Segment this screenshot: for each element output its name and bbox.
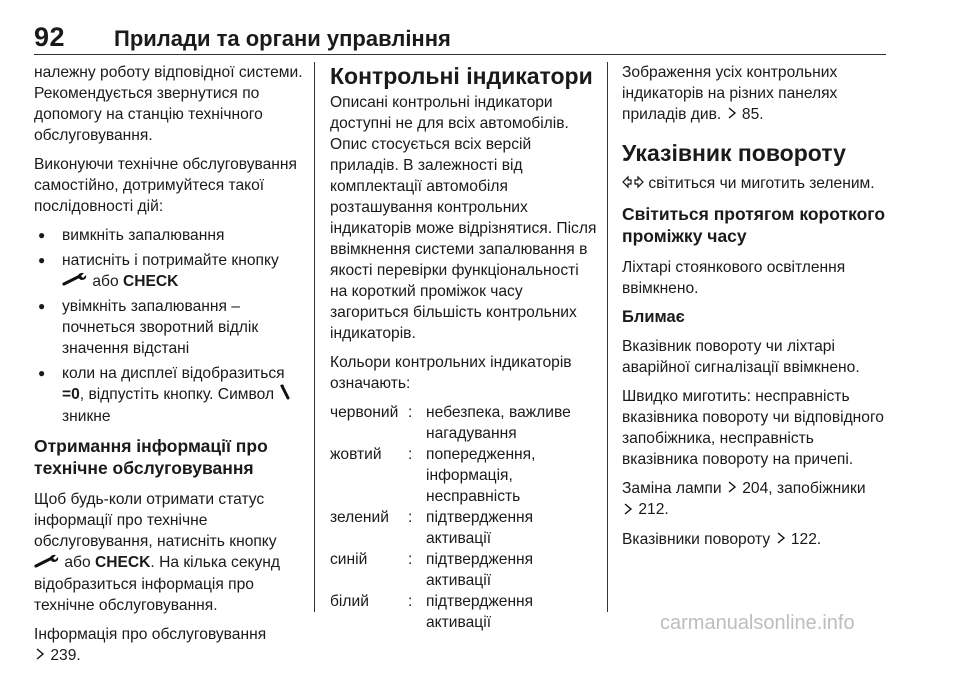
or-text: або [92,273,119,290]
list-item-text: , відпустіть кнопку. Символ [79,386,275,404]
color-description: підтвердження активації [426,551,534,589]
page-reference[interactable]: 212. [638,501,669,519]
wrench-icon [278,384,292,406]
list-item-text: натисніть і потримайте кнопку [62,252,279,269]
page-reference[interactable]: 204, запобіжники [742,479,866,497]
display-value: =0 [62,386,80,404]
separator: : [408,446,413,463]
paragraph: Описані контрольні індикатори доступні не для всіх автомобілів. Опис стосується всіх версій приладів. В залежності від комплектації автомобіля розташування контрольних індикаторів може відрізнятися. Після ввімкнення системи запалювання в якості перевірки функціональності на короткий проміжок часу загориться більшість контрольних індикаторів. [330,94,597,342]
paragraph-text: Заміна лампи [622,479,722,497]
paragraph: Вказівник повороту чи ліхтарі аварійної сигналізації ввімкнено. [622,337,860,376]
color-description: небезпека, важливе нагадування [426,404,571,442]
wrench-icon [34,553,60,574]
paragraph: Виконуючи технічне обслуговування самостійно, дотримуйтеся такої послідовності дій: [34,156,297,215]
color-meaning-table [330,402,600,633]
paragraph: Швидко миготить: несправність вказівника повороту чи відповідного запобіжника, несправність вказівника повороту на причепі. [622,387,884,468]
or-text: або [64,554,91,572]
page-reference[interactable]: 85. [741,106,764,123]
page-ref-arrow-icon [726,478,738,499]
list-item [34,250,304,292]
paragraph [622,529,892,550]
paragraph-text: Інформація про обслуговування [34,625,267,643]
page-header [34,18,886,55]
page-reference[interactable]: 239. [50,646,81,664]
paragraph [622,173,892,194]
section-heading: Контрольні індикатори [330,63,593,89]
page-ref-arrow-icon [622,500,634,521]
page-ref-arrow-icon [775,529,787,550]
page-ref-arrow-icon [726,104,738,125]
page-title: Прилади та органи управління [114,26,451,51]
color-description: попередження, інформація, несправність [426,446,536,505]
list-item [34,296,304,359]
turn-signal-icon [622,174,644,195]
subsection-heading: Світиться протягом короткого проміжку часу [622,203,886,246]
separator: : [408,509,413,526]
paragraph [622,62,892,125]
color-name: синій [330,551,368,568]
section-heading: Отримання інформації про технічне обслуговування [34,436,268,479]
color-name: жовтий [330,446,382,463]
subsection-heading: Блимає [622,307,685,326]
check-button-label: CHECK [94,554,151,572]
list-item [34,363,304,427]
paragraph-text: . На кілька секунд відобразиться інформація про технічне обслуговування. [34,554,281,614]
column-3 [622,62,892,558]
list-item-text: коли на дисплеї відобразиться [62,365,285,383]
steps-list [34,225,304,427]
table-row [330,402,600,444]
table-row [330,507,600,549]
list-item-text: вимкніть запалювання [62,227,225,244]
paragraph: Кольори контрольних індикаторів означають: [330,354,572,392]
list-item-text: увімкніть запалювання – почнеться зворотний відлік значення відстані [62,298,259,358]
section-heading: Указівник повороту [622,140,846,167]
color-name: зелений [330,509,389,526]
separator: : [408,551,413,568]
page-reference[interactable]: 122. [790,530,822,548]
paragraph-text: Щоб будь-коли отримати статус інформації про технічне обслуговування, натисніть кнопку [34,491,277,551]
separator: : [408,593,413,610]
color-name: червоний [330,404,399,421]
paragraph: Ліхтарі стоянкового освітлення ввімкнено. [622,258,846,297]
page-number: 92 [34,22,66,52]
check-button-label: CHECK [122,273,179,290]
table-row [330,549,600,591]
paragraph-text: Зображення усіх контрольних індикаторів на різних панелях приладів див. [622,64,838,123]
paragraph [34,489,304,615]
paragraph: належну роботу відповідної системи. Рекомендується звернутися по допомогу на станцію технічного обслуговування. [34,64,303,144]
list-item-text: зникне [62,408,111,426]
separator: : [408,404,413,421]
paragraph [622,478,892,521]
table-row [330,444,600,507]
column-divider-2 [607,62,608,612]
table-row [330,591,600,633]
paragraph [34,624,304,666]
watermark: carmanualsonline.info [660,612,855,634]
paragraph-text: світиться чи миготить зеленим. [648,175,875,193]
color-description: підтвердження активації [426,593,534,631]
paragraph-text: Вказівники повороту [622,530,771,548]
color-description: підтвердження активації [426,509,534,547]
wrench-icon [62,271,88,292]
column-divider-1 [314,62,315,612]
page-ref-arrow-icon [34,645,46,666]
column-2 [330,62,600,633]
list-item [34,225,304,246]
color-name: білий [330,593,369,610]
column-1 [34,62,304,674]
